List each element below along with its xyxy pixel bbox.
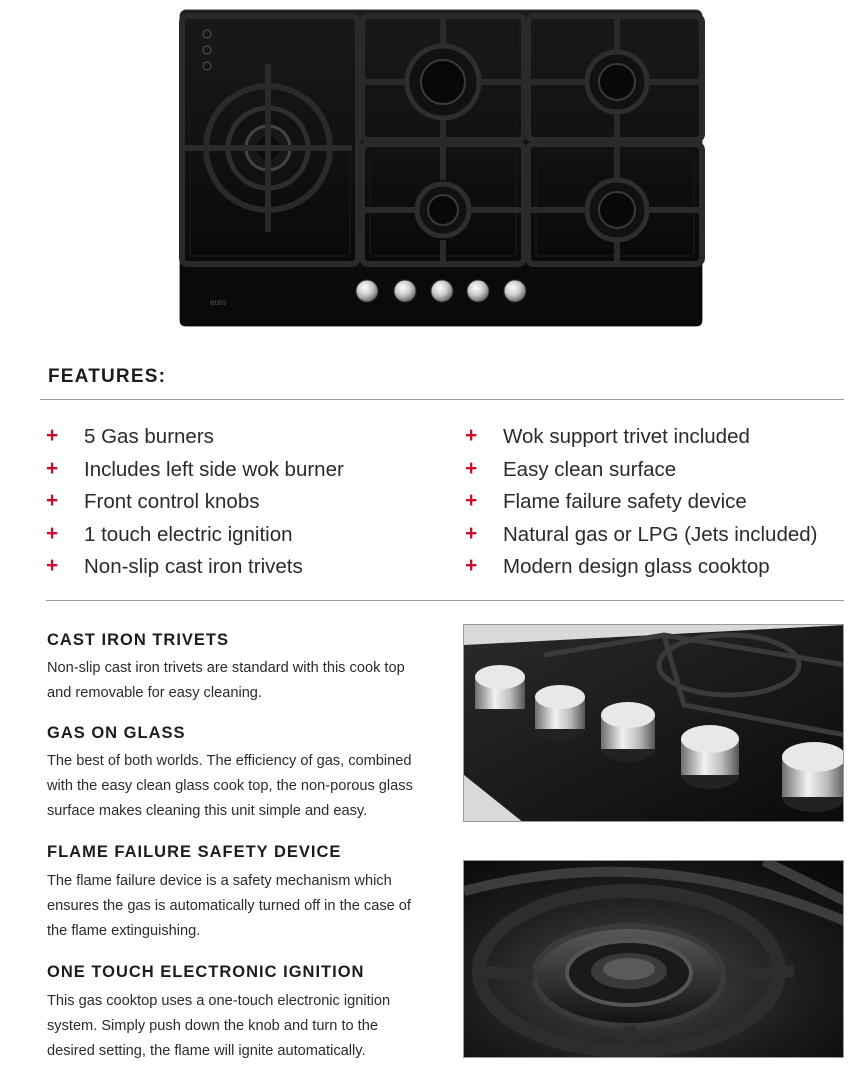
feature-item: + Front control knobs	[46, 489, 260, 513]
plus-bullet-icon: +	[465, 424, 478, 447]
plus-bullet-icon: +	[46, 456, 59, 480]
feature-item: + Wok support trivet included	[465, 424, 750, 448]
knobs-closeup-photo	[463, 624, 844, 822]
features-bottom-divider	[46, 600, 844, 601]
section-title-flame-failure: FLAME FAILURE SAFETY DEVICE	[47, 843, 342, 861]
wok-burner-closeup-image	[464, 861, 844, 1058]
features-list-right	[465, 424, 855, 587]
brand-mark: euro	[210, 298, 227, 307]
plus-bullet-icon: +	[46, 424, 59, 447]
plus-bullet-icon: +	[465, 521, 478, 545]
plus-bullet-icon: +	[465, 554, 478, 577]
feature-item: + Includes left side wok burner	[46, 456, 344, 481]
feature-item: + Modern design glass cooktop	[465, 554, 770, 578]
section-body-gas-on-glass: The best of both worlds. The efficiency of gas, combined with the easy clean glass cook top, the non-porous glass surface makes cleaning this unit simple and easy.	[47, 753, 413, 820]
features-heading: FEATURES:	[48, 366, 167, 387]
section-body-flame-failure: The flame failure device is a safety mechanism which ensures the gas is automatically turned off in the case of the flame extinguishing.	[47, 873, 411, 940]
feature-item: + Non-slip cast iron trivets	[46, 554, 303, 578]
plus-bullet-icon: +	[46, 554, 59, 577]
plus-bullet-icon: +	[46, 521, 59, 545]
section-title-electronic-ignition: ONE TOUCH ELECTRONIC IGNITION	[47, 963, 365, 981]
cooktop-product-image	[170, 4, 710, 334]
section-title-gas-on-glass: GAS ON GLASS	[47, 724, 186, 742]
features-list-left	[46, 424, 446, 587]
features-top-divider	[40, 399, 844, 400]
feature-item: + 1 touch electric ignition	[46, 521, 293, 546]
section-body-electronic-ignition: This gas cooktop uses a one-touch electronic ignition system. Simply push down the knob and turn to the desired setting, the flame will ignite automatically.	[47, 993, 391, 1060]
plus-bullet-icon: +	[465, 456, 478, 480]
section-body-cast-iron-trivets: Non-slip cast iron trivets are standard with this cook top and removable for easy cleaning.	[47, 660, 405, 702]
section-title-cast-iron-trivets: CAST IRON TRIVETS	[47, 631, 230, 649]
feature-item: + Natural gas or LPG (Jets included)	[465, 521, 818, 546]
wok-burner-closeup-photo	[463, 860, 844, 1058]
feature-item: + 5 Gas burners	[46, 424, 214, 448]
feature-item: + Flame failure safety device	[465, 489, 747, 513]
feature-item: + Easy clean surface	[465, 456, 677, 481]
plus-bullet-icon: +	[465, 489, 478, 512]
knobs-closeup-image	[464, 625, 844, 822]
plus-bullet-icon: +	[46, 489, 59, 512]
